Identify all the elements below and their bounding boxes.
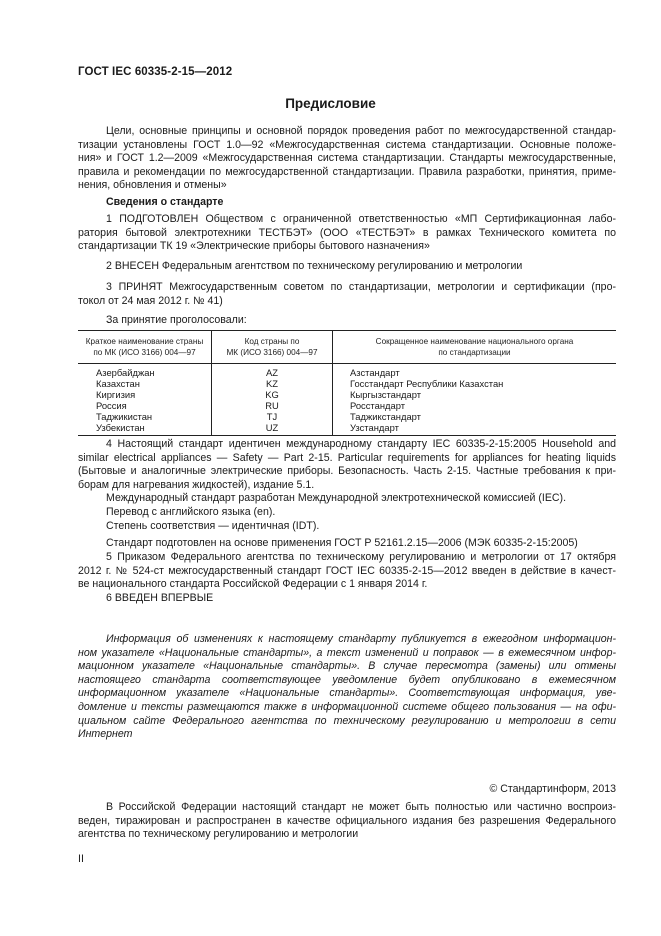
table-cell: KZ — [266, 378, 278, 389]
text-line: стандартизации ТК 19 «Электрические приборы бытового назначения» — [78, 240, 430, 253]
text-line: 2012 г. № 524-ст межгосударственный стандарт ГОСТ IEC 60335-2-15—2012 введен в действие в качест- — [78, 564, 616, 577]
section-subtitle: Сведения о стандарте — [106, 196, 224, 208]
table-cell: Узбекистан — [96, 422, 145, 433]
table-cell: Азстандарт — [350, 367, 400, 378]
page-number: II — [78, 853, 84, 865]
item-5-order — [78, 551, 616, 592]
text-line: 5 Приказом Федерального агентства по техническому регулированию и метрологии от 17 октября — [106, 551, 616, 563]
text-line: тизации установлены ГОСТ 1.0—92 «Межгосударственная система стандартизации. Основные положе- — [78, 138, 616, 151]
text-line: информационном указателе «Национальные стандарты». Соответствующая информация, уве- — [78, 687, 616, 700]
table-cell: KG — [265, 389, 279, 400]
text-line: Цели, основные принципы и основной порядок проведения работ по межгосударственной стандар- — [106, 125, 616, 137]
table-header-divider — [78, 363, 616, 364]
table-cell: Таджикистан — [96, 411, 153, 422]
text-line: циальном сайте Федерального агентства по техническому регулированию и метрологии в сети — [78, 714, 616, 727]
text-line: Информация об изменениях к настоящему стандарту публикуется в ежегодном информацион- — [106, 633, 616, 645]
table-cell: Казахстан — [96, 378, 140, 389]
vote-label — [78, 314, 616, 328]
text-line: ния» и ГОСТ 1.2—2009 «Межгосударственная система стандартизации. Стандарты межгосударственные, — [78, 152, 616, 165]
text-line: правила и рекомендации по межгосударственной стандартизации. Правила разработки, принятия, приме- — [78, 165, 616, 178]
text-line: ном указателе «Национальные стандарты», а текст изменений и поправок — в ежемесячном инфор- — [78, 646, 616, 659]
item-4-basis — [78, 537, 616, 551]
voting-table — [78, 330, 616, 436]
copyright: © Стандартинформ, 2013 — [489, 783, 616, 795]
text-line: 3 ПРИНЯТ Межгосударственным советом по стандартизации, метрологии и сертификации (про- — [106, 281, 616, 293]
item-2-submitted — [78, 260, 616, 274]
item-3-adopted — [78, 281, 616, 308]
text-line: 6 ВВЕДЕН ВПЕРВЫЕ — [106, 592, 214, 604]
text-line: мационном указателе «Национальные стандарты». В случае пересмотра (замены) или отмены — [78, 660, 616, 673]
text-line: борам для нагревания жидкостей), издание 5.1. — [78, 478, 315, 491]
text-line: ве национального стандарта Российской Федерации с 1 января 2014 г. — [78, 578, 428, 591]
table-column-code — [212, 367, 332, 433]
table-header-code: Код страны по МК (ИСО 3166) 004—97 — [226, 337, 318, 357]
text-line: домление и тексты размещаются также в информационной системе общего пользования — на офи- — [78, 700, 616, 713]
info-paragraph — [78, 633, 616, 742]
text-line: веден, тиражирован и распространен в качестве официального издания без разрешения Федерального — [78, 814, 616, 827]
table-cell: Таджикстандарт — [350, 411, 421, 422]
item-6-introduced — [78, 592, 616, 606]
table-header-country: Краткое наименование страны по МК (ИСО 3166) 004—97 — [85, 337, 204, 357]
text-line: Международный стандарт разработан Международной электротехнической комиссией (IEC). — [106, 492, 567, 505]
table-cell: AZ — [266, 367, 278, 378]
table-cell: Россия — [96, 400, 127, 411]
table-cell: Узстандарт — [350, 422, 399, 433]
text-line: агентства по техническому регулированию и метрологии — [78, 828, 359, 841]
table-cell: RU — [265, 400, 279, 411]
text-line: (Бытовые и аналогичные электрические приборы. Безопасность. Часть 2-15. Частные требования к при- — [78, 465, 616, 478]
table-column-body — [350, 367, 503, 433]
table-cell: Киргизия — [96, 389, 136, 400]
text-line: 1 ПОДГОТОВЛЕН Обществом с ограниченной ответственностью «МП Сертификационная лабо- — [106, 213, 616, 225]
text-line: ратория бытовой электротехники ТЕСТБЭТ» (ООО «ТЕСТБЭТ» в рамках Технического комитета по — [78, 226, 616, 239]
table-cell: Азербайджан — [96, 367, 155, 378]
table-header-body: Сокращенное наименование национального органа по стандартизации — [375, 337, 574, 357]
item-4-identical — [78, 438, 616, 533]
text-line: Стандарт подготовлен на основе применения ГОСТ Р 52161.2.15—2006 (МЭК 60335-2-15:2005) — [106, 537, 578, 549]
table-cell: UZ — [265, 422, 279, 433]
table-cell: Госстандарт Республики Казахстан — [350, 378, 504, 389]
text-line: нения, обновления и отмены» — [78, 179, 227, 192]
table-cell: TJ — [266, 411, 278, 422]
text-line: similar electrical appliances — Safety — Part 2-15. Particular requirements for appliances for heating liquids — [78, 451, 616, 464]
text-line: Перевод с английского языка (en). — [106, 505, 276, 518]
text-line: Интернет — [78, 728, 133, 741]
text-line: Степень соответствия — идентичная (IDT). — [106, 519, 320, 532]
page-title: Предисловие — [285, 96, 376, 111]
text-line: За принятие проголосовали: — [106, 314, 247, 326]
distribution-notice — [78, 801, 616, 842]
table-cell: Росстандарт — [350, 400, 405, 411]
text-line: токол от 24 мая 2012 г. № 41) — [78, 294, 223, 307]
text-line: 2 ВНЕСЕН Федеральным агентством по техническому регулированию и метрологии — [106, 260, 523, 272]
item-1-prepared — [78, 213, 616, 254]
intro-paragraph — [78, 125, 616, 193]
table-column-country — [96, 367, 155, 433]
text-line: В Российской Федерации настоящий стандарт не может быть полностью или частично воспроиз- — [106, 801, 616, 813]
document-header: ГОСТ IEC 60335-2-15—2012 — [78, 66, 233, 78]
text-line: настоящего стандарта соответствующее уведомление будет опубликовано в ежемесячном — [78, 673, 616, 686]
table-cell: Кыргызстандарт — [350, 389, 422, 400]
text-line: 4 Настоящий стандарт идентичен международному стандарту IEC 60335-2-15:2005 Household and — [106, 438, 616, 450]
